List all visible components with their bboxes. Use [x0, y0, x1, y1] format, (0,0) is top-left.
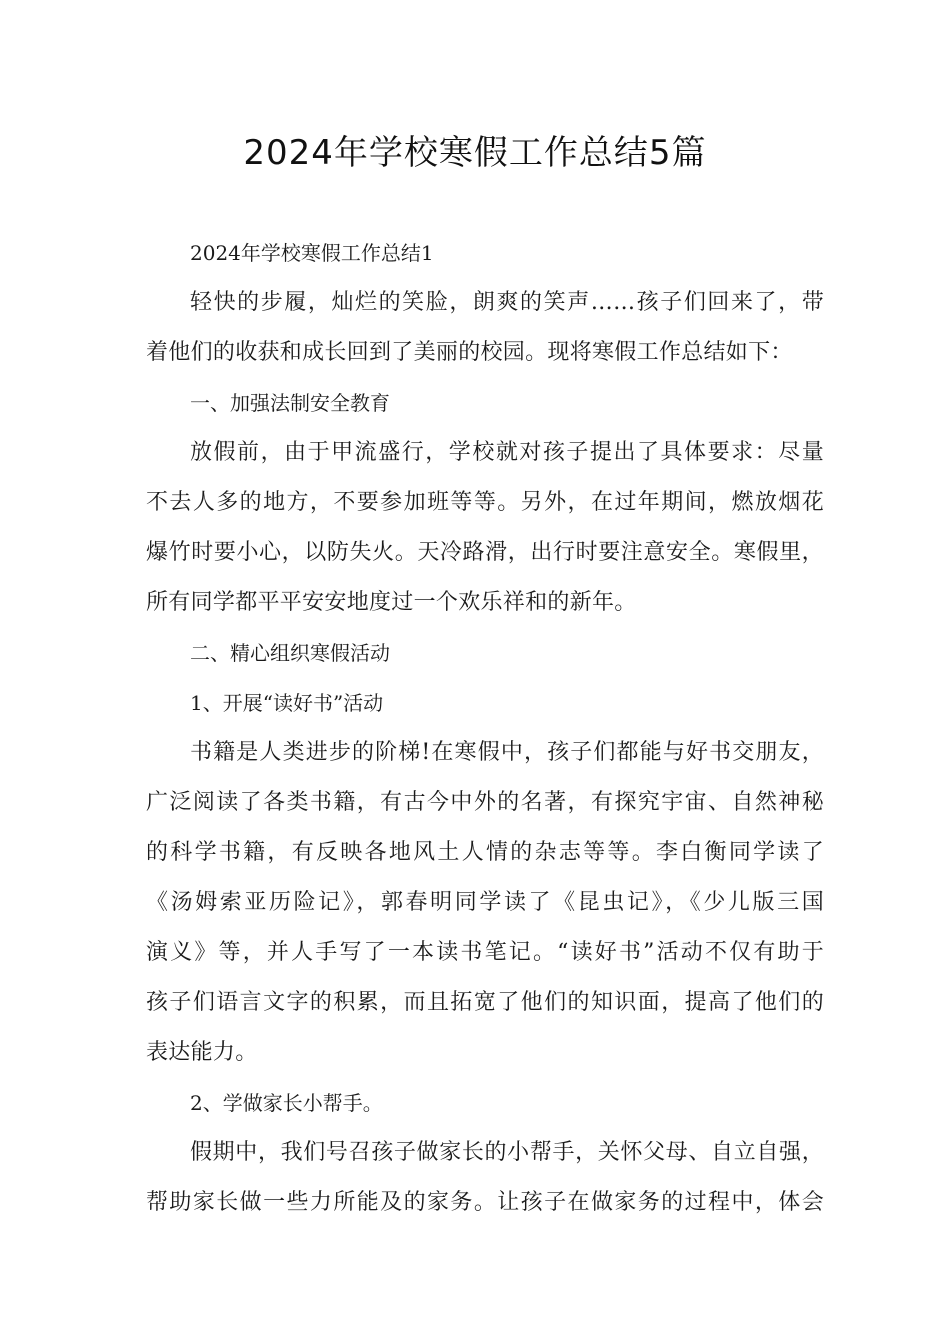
- item1-line: 表达能力。: [146, 1040, 258, 1065]
- item1-line: 演义》等，并人手写了一本读书笔记。“读好书”活动不仅有助于: [146, 940, 824, 965]
- item1-line: 的科学书籍，有反映各地风土人情的杂志等等。李白衡同学读了: [146, 840, 824, 865]
- section1-line: 所有同学都平平安安地度过一个欢乐祥和的新年。: [146, 590, 637, 615]
- section1-line: 爆竹时要小心，以防失火。天冷路滑，出行时要注意安全。寒假里，: [146, 540, 824, 565]
- item-heading-reading: 1、开展“读好书”活动: [190, 691, 384, 715]
- intro-line: 轻快的步履，灿烂的笑脸，朗爽的笑声……孩子们回来了，带: [190, 290, 824, 315]
- item2-line: 假期中，我们号召孩子做家长的小帮手，关怀父母、自立自强，: [190, 1140, 824, 1165]
- intro-line: 着他们的收获和成长回到了美丽的校园。现将寒假工作总结如下：: [146, 340, 793, 365]
- item1-line: 《汤姆索亚历险记》，郭春明同学读了《昆虫记》，《少儿版三国: [146, 890, 824, 915]
- document-title: 2024年学校寒假工作总结5篇: [243, 133, 707, 173]
- item1-line: 书籍是人类进步的阶梯!在寒假中，孩子们都能与好书交朋友，: [190, 740, 824, 765]
- summary-subtitle: 2024年学校寒假工作总结1: [190, 241, 434, 265]
- section-heading-safety: 一、加强法制安全教育: [190, 391, 390, 415]
- section1-line: 不去人多的地方，不要参加班等等。另外，在过年期间，燃放烟花: [146, 490, 824, 515]
- section-heading-activities: 二、精心组织寒假活动: [190, 641, 390, 665]
- section1-line: 放假前，由于甲流盛行，学校就对孩子提出了具体要求：尽量: [190, 440, 824, 465]
- document-body: [146, 228, 824, 1228]
- item1-line: 孩子们语言文字的积累，而且拓宽了他们的知识面，提高了他们的: [146, 990, 824, 1015]
- item-heading-helper: 2、学做家长小帮手。: [190, 1091, 383, 1115]
- item2-line: 帮助家长做一些力所能及的家务。让孩子在做家务的过程中，体会: [146, 1190, 824, 1215]
- item1-line: 广泛阅读了各类书籍，有古今中外的名著，有探究宇宙、自然神秘: [146, 790, 824, 815]
